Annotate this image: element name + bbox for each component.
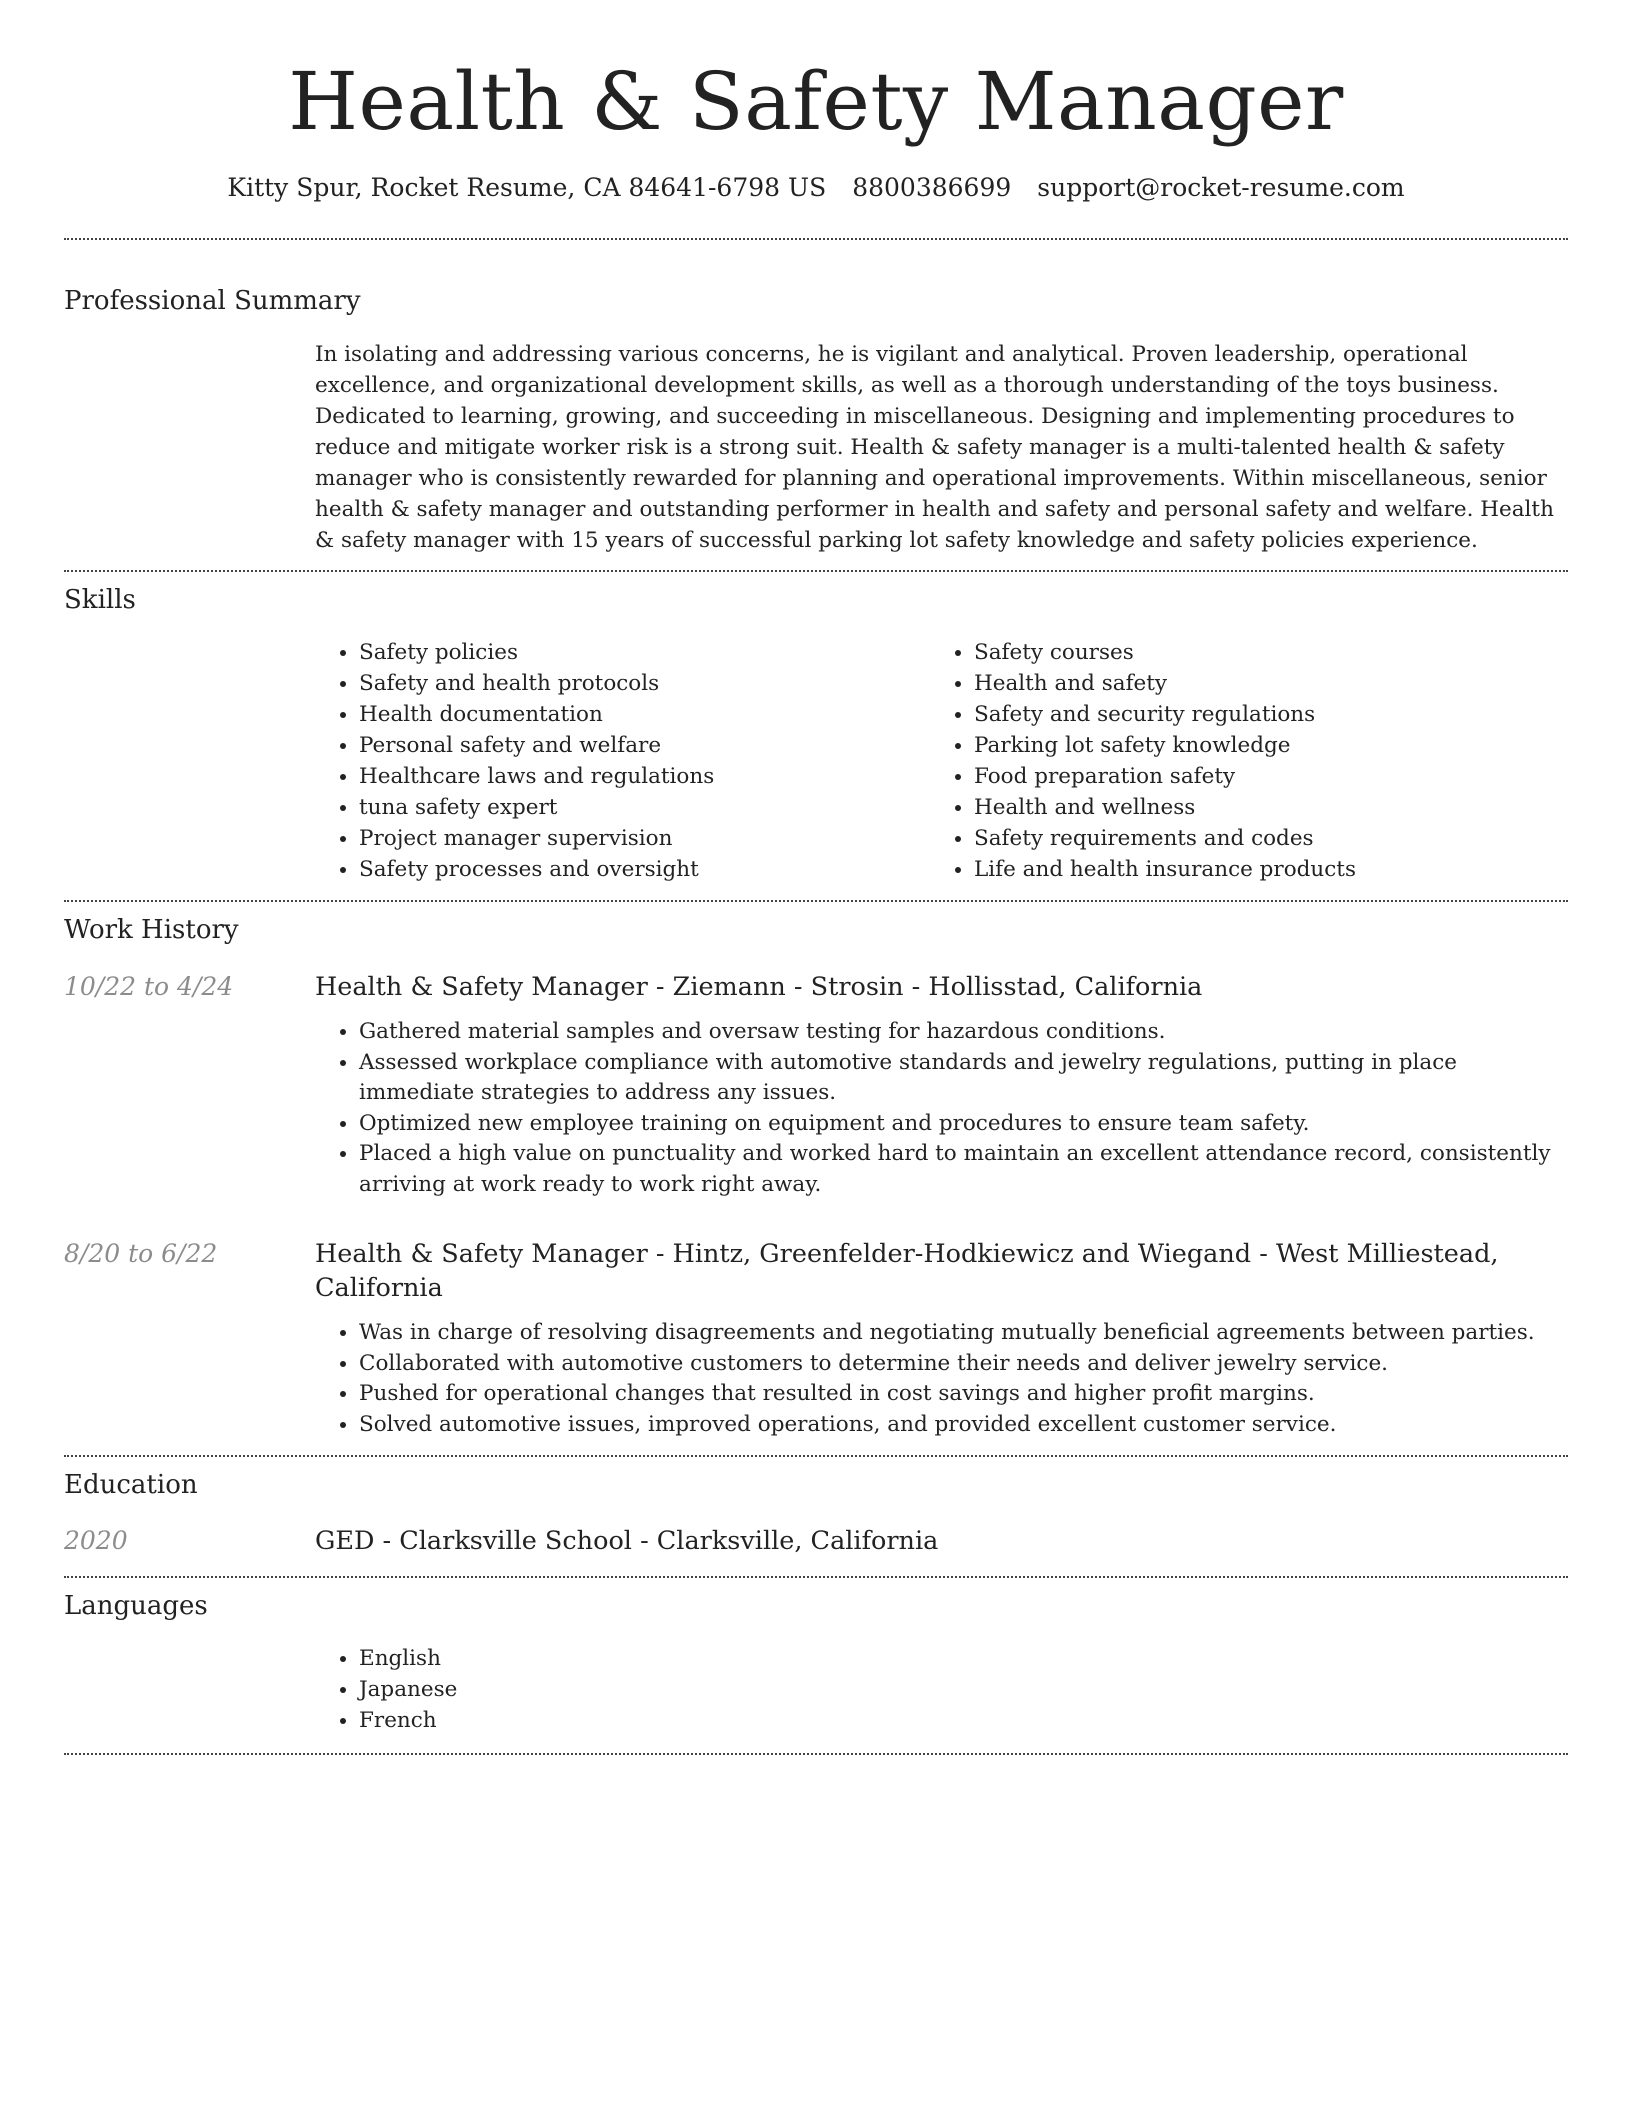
skill-item: • Parking lot safety knowledge [974,730,1545,761]
job-bullets [315,1017,1568,1200]
skill-item: • Health documentation [359,699,930,730]
education-year: 2020 [64,1526,128,1555]
languages-list [315,1643,1568,1736]
section-title-summary: Professional Summary [64,286,361,316]
skill-item: • Health and safety [974,668,1545,699]
skills-list-right [930,637,1545,885]
education-entry [64,1524,1568,1558]
contact-line [64,172,1568,204]
skill-item: • tuna safety expert [359,792,930,823]
job-entry [64,1237,1568,1440]
job-bullet: • Pushed for operational changes that resulted in cost savings and higher profit margins. [359,1379,1568,1410]
education-section [64,1457,1568,1558]
language-item: • French [359,1705,1568,1736]
job-bullet: • Placed a high value on punctuality and worked hard to maintain an excellent attendance record, consistently arriving at work ready to work right away. [359,1139,1568,1200]
education-heading: GED - Clarksville School - Clarksville, California [315,1526,939,1556]
skill-item: • Food preparation safety [974,761,1545,792]
job-bullets [315,1318,1568,1440]
skills-section [64,572,1568,885]
job-heading: Health & Safety Manager - Hintz, Greenfelder-Hodkiewicz and Wiegand - West Milliestead, California [315,1239,1499,1303]
contact-address: Kitty Spur, Rocket Resume, CA 84641-6798 US [227,173,827,202]
skill-item: • Safety policies [359,637,930,668]
skill-item: • Safety and security regulations [974,699,1545,730]
job-bullet: • Optimized new employee training on equipment and procedures to ensure team safety. [359,1109,1568,1140]
skill-item: • Personal safety and welfare [359,730,930,761]
job-bullet: • Solved automotive issues, improved operations, and provided excellent customer service. [359,1410,1568,1441]
summary-text: In isolating and addressing various concerns, he is vigilant and analytical. Proven leadership, operational excellence, and organizational development skills, as well as a thorough understanding of the toys business. Dedicated to learning, growing, and succeeding in miscellaneous. Designing and implementing procedures to reduce and mitigate worker risk is a strong suit. Health & safety manager is a multi-talented health & safety manager who is consistently rewarded for planning and operational improvements. Within miscellaneous, senior health & safety manager and outstanding performer in health and safety and personal safety and welfare. Health & safety manager with 15 years of successful parking lot safety knowledge and safety policies experience. [315,342,1554,553]
skill-item: • Healthcare laws and regulations [359,761,930,792]
job-entry [64,970,1568,1200]
section-title-languages: Languages [64,1591,208,1621]
skill-item: • Health and wellness [974,792,1545,823]
section-title-education: Education [64,1470,198,1500]
job-dates: 10/22 to 4/24 [64,972,234,1001]
job-dates: 8/20 to 6/22 [64,1239,218,1268]
language-item: • English [359,1643,1568,1674]
contact-phone[interactable]: 8800386699 [852,173,1012,202]
contact-email[interactable]: support@rocket-resume.com [1037,173,1405,202]
skill-item: • Project manager supervision [359,823,930,854]
candidate-title: Health & Safety Manager [288,55,1344,148]
section-title-work: Work History [64,915,239,945]
job-bullet: • Gathered material samples and oversaw testing for hazardous conditions. [359,1017,1568,1048]
language-item: • Japanese [359,1674,1568,1705]
skill-item: • Safety processes and oversight [359,854,930,885]
skills-list-left [315,637,930,885]
job-bullet: • Collaborated with automotive customers to determine their needs and deliver jewelry service. [359,1349,1568,1380]
skill-item: • Life and health insurance products [974,854,1545,885]
skill-item: • Safety requirements and codes [974,823,1545,854]
resume-header [64,0,1568,204]
skill-item: • Safety courses [974,637,1545,668]
job-bullet: • Was in charge of resolving disagreements and negotiating mutually beneficial agreements between parties. [359,1318,1568,1349]
job-bullet: • Assessed workplace compliance with automotive standards and jewelry regulations, putting in place immediate strategies to address any issues. [359,1048,1568,1109]
section-title-skills: Skills [64,585,136,615]
languages-section [64,1578,1568,1736]
divider [64,1753,1568,1755]
job-heading: Health & Safety Manager - Ziemann - Strosin - Hollisstad, California [315,972,1203,1002]
work-history-section [64,902,1568,1440]
skill-item: • Safety and health protocols [359,668,930,699]
summary-section [64,240,1568,556]
